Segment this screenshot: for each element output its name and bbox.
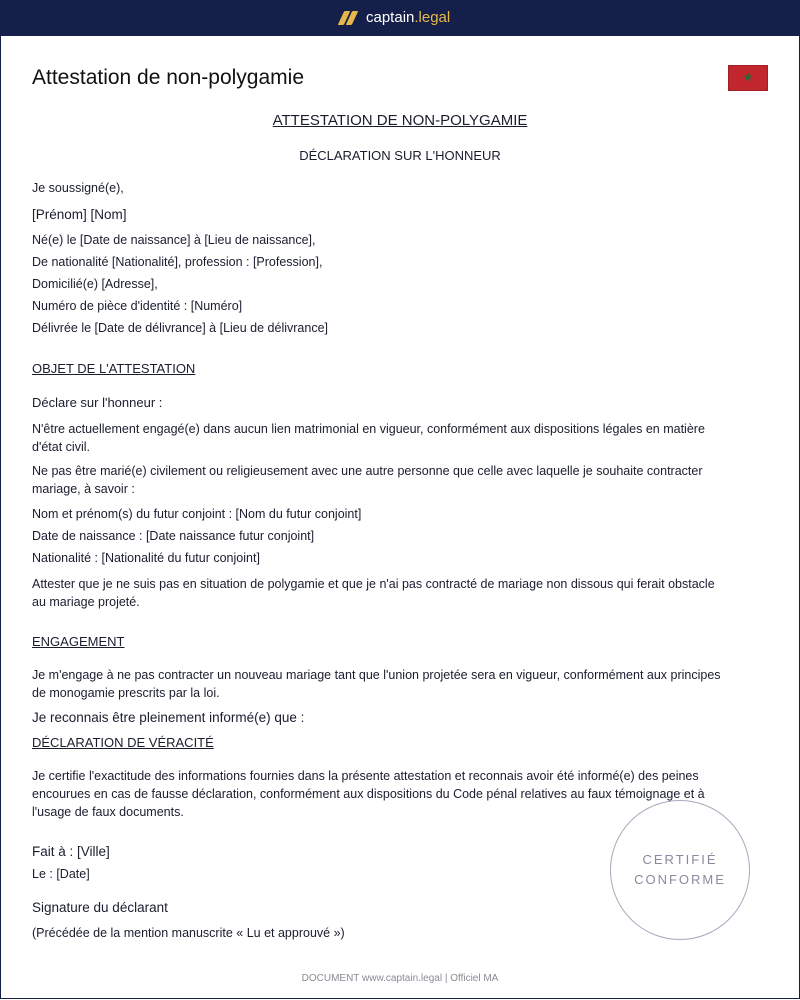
identity-issued: Délivrée le [Date de délivrance] à [Lieu de délivrance] xyxy=(32,321,329,335)
identity-name: [Prénom] [Nom] xyxy=(32,207,127,222)
veracite-heading: DÉCLARATION DE VÉRACITÉ xyxy=(32,735,214,750)
closing-date: Le : [Date] xyxy=(32,867,90,881)
signature-label: Signature du déclarant xyxy=(32,900,168,915)
closing-place: Fait à : [Ville] xyxy=(32,844,110,859)
brand-name: captain xyxy=(366,9,415,26)
engagement-heading: ENGAGEMENT xyxy=(32,634,125,649)
engagement-informed: Je reconnais être pleinement informé(e) que : xyxy=(32,710,305,725)
identity-address: Domicilié(e) [Adresse], xyxy=(32,277,158,291)
brand[interactable] xyxy=(338,9,450,26)
identity-birth: Né(e) le [Date de naissance] à [Lieu de naissance], xyxy=(32,233,316,247)
objet-declare: Déclare sur l'honneur : xyxy=(32,395,163,410)
stamp-line-2: CONFORME xyxy=(634,872,726,887)
brand-extension: .legal xyxy=(414,9,451,26)
identity-nationality: De nationalité [Nationalité], profession : [Profession], xyxy=(32,255,323,269)
document-title: ATTESTATION DE NON-POLYGAMIE xyxy=(272,112,528,129)
identity-id-number: Numéro de pièce d'identité : [Numéro] xyxy=(32,299,243,313)
page-title: Attestation de non-polygamie xyxy=(32,66,305,89)
certified-stamp xyxy=(610,800,750,940)
objet-paragraph-3: Attester que je ne suis pas en situation de polygamie et que je n'ai pas contracté de mariage non dissous qui ferait obstacle au mariage projeté. xyxy=(32,577,715,609)
top-bar xyxy=(0,0,800,36)
objet-paragraph-1: N'être actuellement engagé(e) dans aucun lien matrimonial en vigueur, conformément aux dispositions légales en matière d'état civil. xyxy=(32,422,705,454)
footer: DOCUMENT www.captain.legal | Officiel MA xyxy=(301,973,499,984)
spouse-birth: Date de naissance : [Date naissance futur conjoint] xyxy=(32,529,315,543)
spouse-name: Nom et prénom(s) du futur conjoint : [Nom du futur conjoint] xyxy=(32,507,362,521)
objet-paragraph-2: Ne pas être marié(e) civilement ou religieusement avec une autre personne que celle avec laquelle je souhaite contracter mariage, à savoir : xyxy=(32,464,703,496)
document-subtitle: DÉCLARATION SUR L'HONNEUR xyxy=(299,148,501,163)
stamp-line-1: CERTIFIÉ xyxy=(642,852,718,867)
morocco-flag-icon: ★ xyxy=(728,65,768,91)
spouse-nationality: Nationalité : [Nationalité du futur conjoint] xyxy=(32,551,260,565)
objet-heading: OBJET DE L'ATTESTATION xyxy=(32,361,196,376)
captain-logo-icon xyxy=(338,10,358,26)
veracite-paragraph: Je certifie l'exactitude des informations fournies dans la présente attestation et reconnais avoir été informé(e) des peines encourues en cas de fausse déclaration, conformément aux dispositions du Code pénal relatives au faux témoignage et à l'usage de faux documents. xyxy=(32,769,705,819)
signature-mention: (Précédée de la mention manuscrite « Lu et approuvé ») xyxy=(32,926,345,940)
engagement-paragraph: Je m'engage à ne pas contracter un nouveau mariage tant que l'union projetée sera en vigueur, conformément aux principes de monogamie prescrits par la loi. xyxy=(32,668,721,700)
identity-intro: Je soussigné(e), xyxy=(32,181,124,195)
